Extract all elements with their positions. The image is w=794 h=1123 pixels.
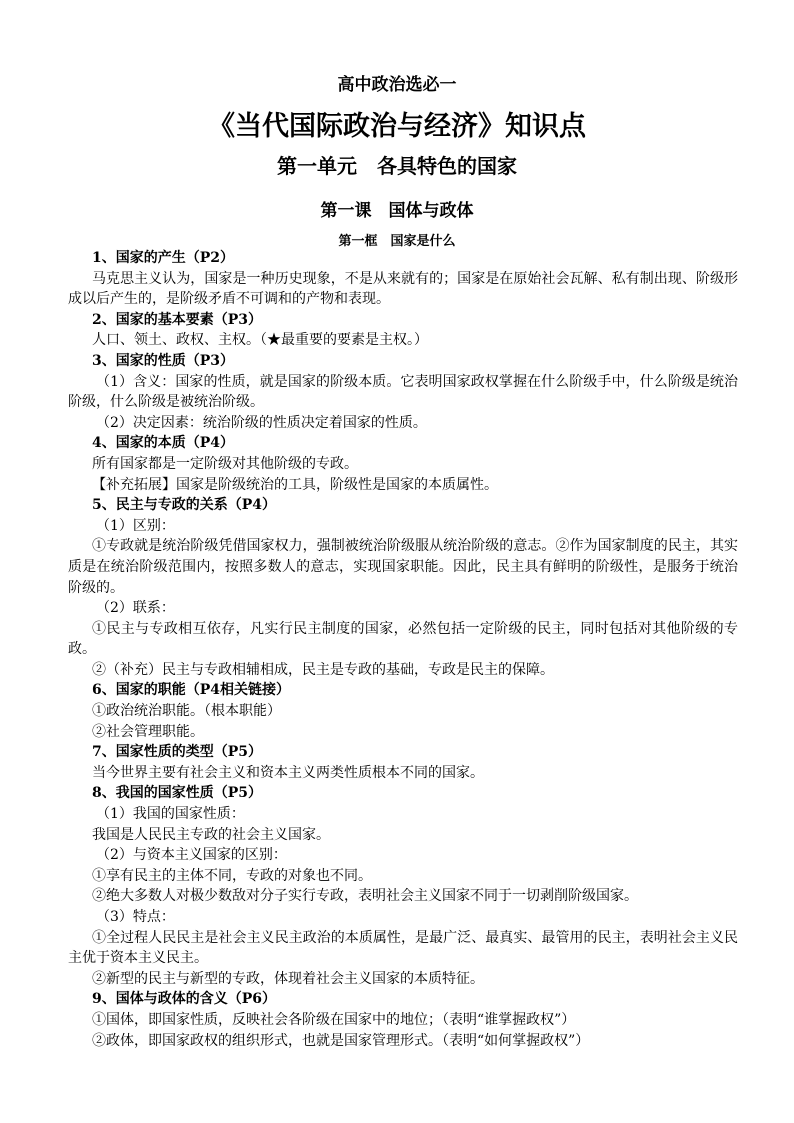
section-heading: 9、国体与政体的含义（P6） [92,991,277,1008]
paragraph: ①政治统治职能。（根本职能） [92,703,281,720]
document-subtitle: 高中政治选必一 [337,75,457,95]
paragraph: （2）与资本主义国家的区别： [96,847,287,864]
paragraph: ②社会管理职能。 [92,723,204,740]
section-heading: 1、国家的产生（P2） [92,250,235,266]
paragraph: （1）区别： [96,517,175,534]
paragraph: （2）联系： [96,600,175,617]
document-title: 《当代国际政治与经济》知识点 [208,111,586,142]
paragraph: ②绝大多数人对极少数敌对分子实行专政，表明社会主义国家不同于一切剥削阶级国家。 [92,888,638,905]
paragraph: ①全过程人民民主是社会主义民主政治的本质属性，是最广泛、最真实、最管用的民主，表明社会主义民主优于资本主义民主。 [68,929,738,967]
section-heading: 7、国家性质的类型（P5） [92,744,263,761]
paragraph: ①专政就是统治阶级凭借国家权力，强制被统治阶级服从统治阶级的意志。②作为国家制度的民主，其实质是在统治阶级范围内，按照多数人的意志，实现国家职能。因此，民主具有鲜明的阶级性，是服务于统治阶级的。 [68,538,738,596]
paragraph: 马克思主义认为，国家是一种历史现象，不是从来就有的；国家是在原始社会瓦解、私有制出现、阶级形成以后产生的，是阶级矛盾不可调和的产物和表现。 [68,270,738,308]
paragraph: ①国体，即国家性质，反映社会各阶级在国家中的地位；（表明“谁掌握政权”） [92,1011,576,1028]
section-heading: 3、国家的性质（P3） [92,352,235,369]
paragraph: ①享有民主的主体不同，专政的对象也不同。 [92,867,372,884]
paragraph: 我国是人民民主专政的社会主义国家。 [92,826,330,843]
frame-heading: 第一框 国家是什么 [338,234,456,249]
paragraph: ②（补充）民主与专政相辅相成，民主是专政的基础，专政是民主的保障。 [92,661,554,678]
section-heading: 2、国家的基本要素（P3） [92,311,263,328]
lesson-heading: 第一课 国体与政体 [320,201,474,221]
paragraph: ②新型的民主与新型的专政，体现着社会主义国家的本质特征。 [92,970,484,987]
paragraph: 人口、领土、政权、主权。（★最重要的要素是主权。） [92,332,428,349]
paragraph: （3）特点： [96,909,175,925]
section-heading: 5、民主与专政的关系（P4） [92,497,277,514]
section-heading: 8、我国的国家性质（P5） [92,785,263,802]
paragraph: ②政体，即国家政权的组织形式，也就是国家管理形式。（表明“如何掌握政权”） [92,1032,590,1049]
unit-heading: 第一单元 各具特色的国家 [277,154,517,178]
paragraph: ①民主与专政相互依存，凡实行民主制度的国家，必然包括一定阶级的民主，同时包括对其他阶级的专政。 [68,620,738,658]
section-heading: 6、国家的职能（P4相关链接） [92,682,291,699]
paragraph: 当今世界主要有社会主义和资本主义两类性质根本不同的国家。 [92,764,484,781]
paragraph: 所有国家都是一定阶级对其他阶级的专政。 [92,455,358,472]
document-body [68,248,738,1051]
paragraph: 【补充拓展】国家是阶级统治的工具，阶级性是国家的本质属性。 [92,476,498,493]
section-heading: 4、国家的本质（P4） [92,435,235,452]
paragraph: （1）含义：国家的性质，就是国家的阶级本质。它表明国家政权掌握在什么阶级手中，什么阶级是统治阶级，什么阶级是被统治阶级。 [68,373,738,411]
paragraph: （2）决定因素：统治阶级的性质决定着国家的性质。 [96,414,427,431]
paragraph: （1）我国的国家性质： [96,806,245,823]
